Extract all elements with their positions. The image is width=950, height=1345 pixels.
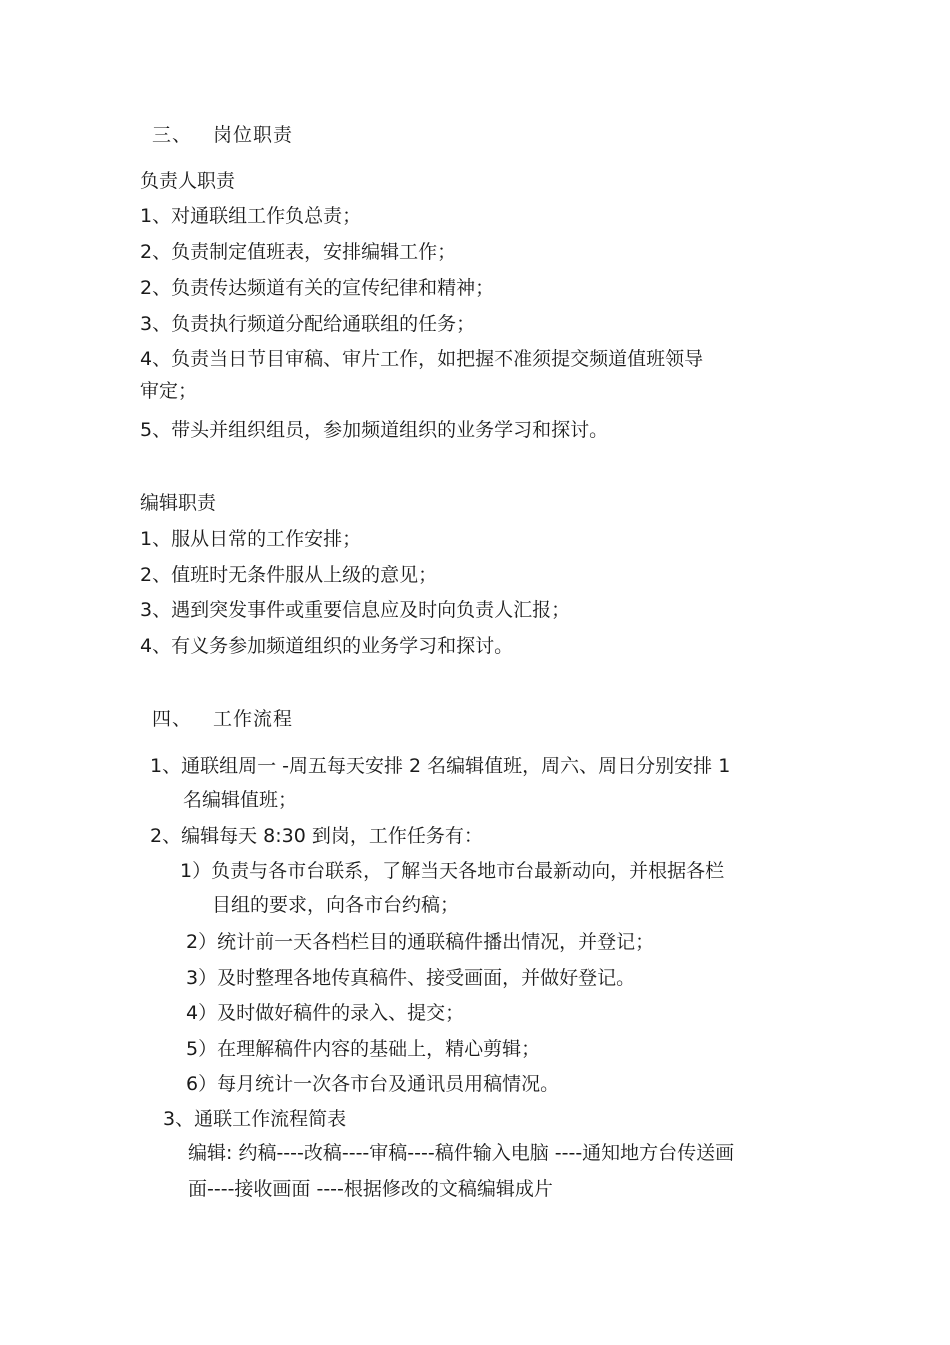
editor-item: 2、值班时无条件服从上级的意见； — [140, 564, 438, 586]
lead-item: 4、负责当日节目审稿、审片工作，如把握不准须提交频道值班领导 — [140, 348, 704, 370]
task-item: 5）在理解稿件内容的基础上，精心剪辑； — [186, 1038, 541, 1060]
section-3-title: 岗位职责 — [213, 124, 294, 146]
editor-item: 1、服从日常的工作安排； — [140, 528, 362, 550]
lead-item: 5、带头并组织组员，参加频道组织的业务学习和探讨。 — [140, 419, 609, 441]
section-3-number: 三、 — [152, 124, 193, 146]
process-item-1-continuation: 名编辑值班； — [183, 789, 298, 811]
lead-responsibilities-heading: 负责人职责 — [140, 170, 236, 192]
lead-item: 1、对通联组工作负总责； — [140, 205, 362, 227]
lead-item: 2、负责制定值班表，安排编辑工作； — [140, 241, 457, 263]
task-item: 6）每月统计一次各市台及通讯员用稿情况。 — [186, 1073, 560, 1095]
flow-line: 编辑: 约稿----改稿----审稿----稿件输入电脑 ----通知地方台传送画 — [188, 1142, 735, 1164]
process-item-1: 1、通联组周一 -周五每天安排 2 名编辑值班，周六、周日分别安排 1 — [150, 755, 731, 777]
task-item: 1）负责与各市台联系，了解当天各地市台最新动向，并根据各栏 — [180, 860, 725, 882]
process-item-2: 2、编辑每天 8:30 到岗，工作任务有： — [150, 825, 483, 847]
task-item: 3）及时整理各地传真稿件、接受画面，并做好登记。 — [186, 967, 636, 989]
lead-item: 2、负责传达频道有关的宣传纪律和精神； — [140, 277, 495, 299]
section-4-number: 四、 — [152, 708, 193, 730]
task-item: 4）及时做好稿件的录入、提交； — [186, 1002, 465, 1024]
section-4-title: 工作流程 — [213, 708, 294, 730]
lead-item-continuation: 审定； — [140, 380, 198, 402]
flow-line-continuation: 面----接收画面 ----根据修改的文稿编辑成片 — [188, 1178, 553, 1200]
lead-item: 3、负责执行频道分配给通联组的任务； — [140, 313, 476, 335]
editor-responsibilities-heading: 编辑职责 — [140, 492, 217, 514]
process-item-3: 3、通联工作流程简表 — [163, 1108, 347, 1130]
editor-item: 4、有义务参加频道组织的业务学习和探讨。 — [140, 635, 514, 657]
task-item: 2）统计前一天各档栏目的通联稿件播出情况，并登记； — [186, 931, 655, 953]
task-item-continuation: 目组的要求，向各市台约稿； — [212, 894, 460, 916]
editor-item: 3、遇到突发事件或重要信息应及时向负责人汇报； — [140, 599, 571, 621]
